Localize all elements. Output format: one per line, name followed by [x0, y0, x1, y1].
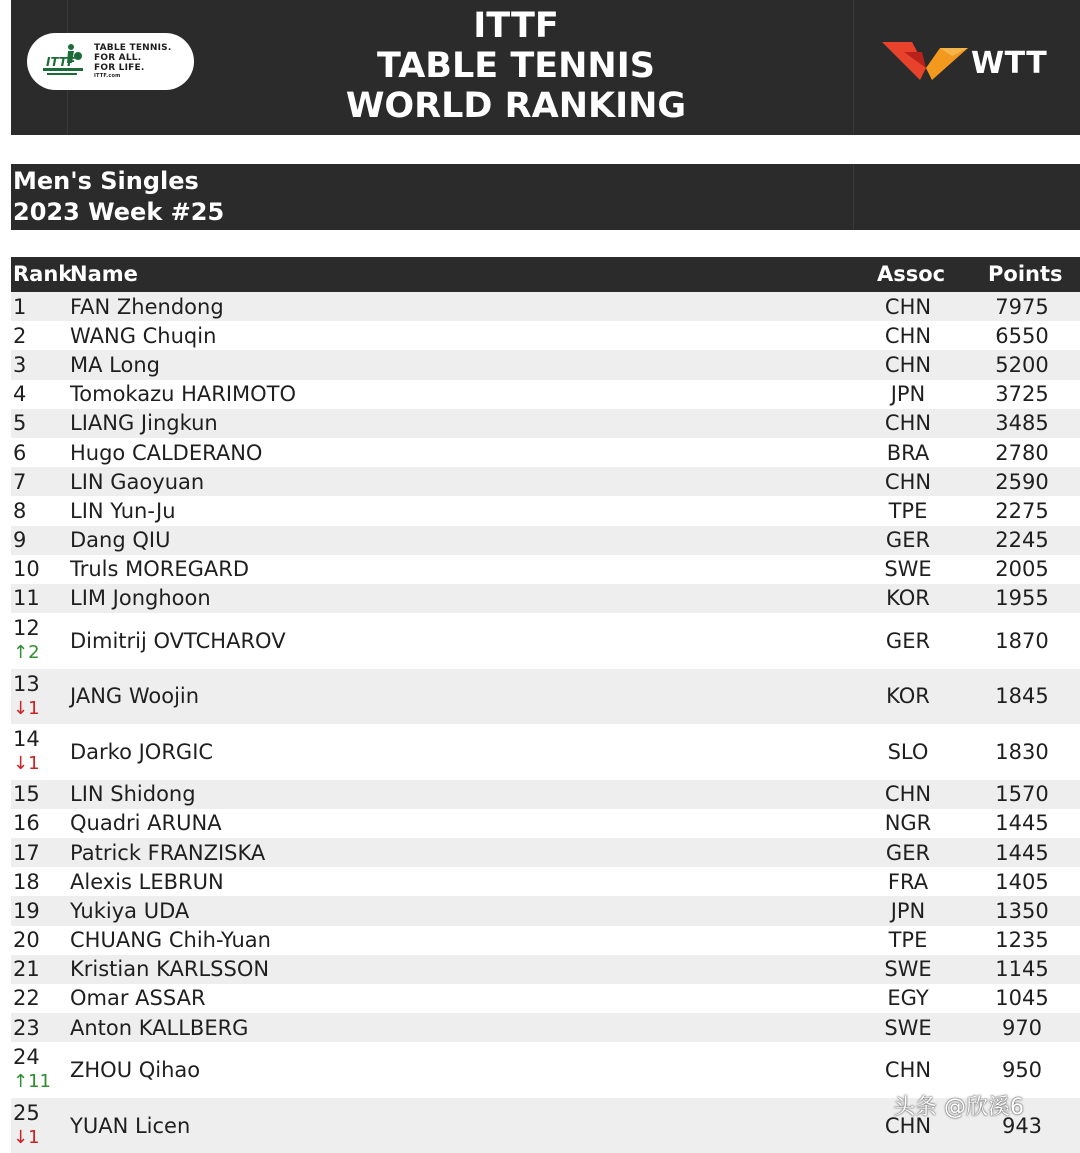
table-row — [11, 526, 1080, 555]
table-row — [11, 724, 1080, 780]
rank-cell: 9 — [13, 528, 27, 553]
assoc-cell: SWE — [884, 557, 932, 582]
rank-cell: 25 — [13, 1100, 40, 1125]
points-cell: 1445 — [995, 811, 1049, 836]
wtt-logo-icon — [882, 40, 968, 84]
name-cell: Dang QIU — [70, 528, 171, 553]
table-row — [11, 838, 1080, 867]
name-cell: Alexis LEBRUN — [70, 869, 224, 894]
assoc-cell: TPE — [888, 928, 928, 953]
ittf-slogan-line: FOR ALL. — [94, 53, 142, 63]
table-row — [11, 350, 1080, 379]
watermark: 头条 @欣溪6 — [893, 1095, 1024, 1120]
name-cell: Patrick FRANZISKA — [70, 840, 266, 865]
table-row — [11, 321, 1080, 350]
points-cell: 950 — [1001, 1058, 1043, 1082]
points-cell: 970 — [1001, 1015, 1043, 1040]
page-title — [300, 6, 732, 126]
rank-cell: 6 — [13, 440, 27, 465]
assoc-cell: CHN — [884, 323, 932, 348]
rank-cell: 4 — [13, 382, 27, 407]
title-line: TABLE TENNIS — [377, 46, 655, 86]
column-divider — [853, 0, 854, 135]
assoc-cell: CHN — [884, 1058, 932, 1082]
ittf-logo-icon — [41, 41, 89, 81]
name-cell: LIN Shidong — [70, 782, 196, 807]
assoc-cell: SWE — [884, 1015, 932, 1040]
table-row — [11, 292, 1080, 321]
rank-cell: 20 — [13, 928, 40, 953]
rank-up-indicator: ↑11 — [13, 1071, 51, 1093]
points-cell: 2245 — [995, 528, 1049, 553]
rank-down-indicator: ↓1 — [13, 753, 40, 775]
assoc-cell: EGY — [887, 986, 929, 1011]
assoc-cell: KOR — [886, 586, 930, 611]
rank-cell: 11 — [13, 586, 40, 611]
rank-cell: 24 — [13, 1045, 40, 1070]
points-cell: 1830 — [995, 739, 1049, 764]
table-row — [11, 613, 1080, 669]
points-cell: 2005 — [995, 557, 1049, 582]
table-row — [11, 467, 1080, 496]
ittf-slogan-line: TABLE TENNIS. — [94, 43, 172, 53]
points-cell: 1045 — [995, 986, 1049, 1011]
assoc-cell: GER — [885, 628, 931, 653]
rank-up-indicator: ↑2 — [13, 642, 40, 664]
points-cell: 943 — [1001, 1113, 1043, 1138]
rank-cell: 22 — [13, 986, 40, 1011]
points-cell: 7975 — [995, 294, 1049, 319]
name-cell: FAN Zhendong — [70, 294, 224, 319]
points-cell: 2590 — [995, 469, 1049, 494]
logo-mark-text: ITTF — [46, 55, 76, 69]
points-cell: 1350 — [995, 898, 1049, 923]
assoc-cell: CHN — [884, 1113, 932, 1138]
ittf-slogan — [94, 43, 171, 80]
rank-cell: 8 — [13, 498, 27, 523]
name-cell: ZHOU Qihao — [70, 1058, 201, 1082]
assoc-cell: CHN — [884, 469, 932, 494]
points-cell: 1870 — [995, 628, 1049, 653]
rank-cell: 3 — [13, 352, 27, 377]
rank-down-indicator: ↓1 — [13, 697, 40, 719]
rank-cell: 10 — [13, 557, 40, 582]
rank-cell: 23 — [13, 1015, 40, 1040]
ranking-subtitle — [13, 166, 224, 228]
column-header-rank: Rank — [13, 262, 73, 286]
name-cell: LIN Yun-Ju — [70, 498, 176, 523]
rank-cell: 21 — [13, 957, 40, 982]
assoc-cell: JPN — [890, 382, 926, 407]
name-cell: LIN Gaoyuan — [70, 469, 205, 494]
assoc-cell: BRA — [886, 440, 930, 465]
assoc-cell: TPE — [888, 498, 928, 523]
assoc-cell: GER — [885, 840, 931, 865]
name-cell: YUAN Licen — [70, 1113, 191, 1138]
column-header-assoc: Assoc — [877, 262, 946, 286]
name-cell: LIM Jonghoon — [70, 586, 211, 611]
rank-cell: 12 — [13, 616, 40, 641]
rank-cell: 18 — [13, 869, 40, 894]
rank-cell: 14 — [13, 727, 40, 752]
table-row — [11, 955, 1080, 984]
table-row — [11, 896, 1080, 925]
table-row — [11, 496, 1080, 525]
name-cell: Tomokazu HARIMOTO — [70, 382, 297, 407]
assoc-cell: SWE — [884, 957, 932, 982]
table-row — [11, 984, 1080, 1013]
table-row — [11, 669, 1080, 725]
wtt-label: WTT — [971, 46, 1048, 81]
points-cell: 3725 — [995, 382, 1049, 407]
rank-cell: 2 — [13, 323, 27, 348]
points-cell: 1145 — [995, 957, 1049, 982]
ittf-url: ITTF.com — [94, 73, 121, 79]
points-cell: 1405 — [995, 869, 1049, 894]
name-cell: Dimitrij OVTCHAROV — [70, 628, 286, 653]
points-cell: 1570 — [995, 782, 1049, 807]
name-cell: Omar ASSAR — [70, 986, 206, 1011]
rank-cell: 17 — [13, 840, 40, 865]
points-cell: 1955 — [995, 586, 1049, 611]
name-cell: Quadri ARUNA — [70, 811, 222, 836]
table-row — [11, 409, 1080, 438]
name-cell: Kristian KARLSSON — [70, 957, 270, 982]
assoc-cell: KOR — [886, 684, 930, 709]
rank-cell: 16 — [13, 811, 40, 836]
assoc-cell: SLO — [887, 739, 929, 764]
points-cell: 1845 — [995, 684, 1049, 709]
title-line: ITTF — [473, 6, 559, 46]
event-name: Men's Singles — [13, 167, 199, 195]
rank-down-indicator: ↓1 — [13, 1126, 40, 1148]
ittf-slogan-line: FOR LIFE. — [94, 63, 145, 73]
rank-cell: 7 — [13, 469, 27, 494]
points-cell: 1445 — [995, 840, 1049, 865]
table-row — [11, 809, 1080, 838]
rank-cell: 15 — [13, 782, 40, 807]
ranking-table — [11, 292, 1080, 1153]
assoc-cell: FRA — [887, 869, 929, 894]
rank-cell: 19 — [13, 898, 40, 923]
points-cell: 1235 — [995, 928, 1049, 953]
table-header — [11, 257, 1080, 292]
rank-cell: 5 — [13, 411, 27, 436]
name-cell: Anton KALLBERG — [70, 1015, 249, 1040]
table-row — [11, 1013, 1080, 1042]
column-header-name: Name — [70, 262, 138, 286]
points-cell: 3485 — [995, 411, 1049, 436]
name-cell: Yukiya UDA — [70, 898, 190, 923]
table-row — [11, 380, 1080, 409]
table-row — [11, 584, 1080, 613]
assoc-cell: GER — [885, 528, 931, 553]
name-cell: LIANG Jingkun — [70, 411, 218, 436]
title-line: WORLD RANKING — [345, 86, 687, 126]
assoc-cell: CHN — [884, 411, 932, 436]
rank-cell: 1 — [13, 294, 27, 319]
name-cell: JANG Woojin — [70, 684, 200, 709]
points-cell: 5200 — [995, 352, 1049, 377]
table-row — [11, 780, 1080, 809]
ittf-logo — [27, 33, 194, 90]
name-cell: CHUANG Chih-Yuan — [70, 928, 271, 953]
name-cell: Truls MOREGARD — [70, 557, 250, 582]
assoc-cell: JPN — [890, 898, 926, 923]
name-cell: Darko JORGIC — [70, 739, 214, 764]
rank-cell: 13 — [13, 671, 40, 696]
points-cell: 2275 — [995, 498, 1049, 523]
points-cell: 2780 — [995, 440, 1049, 465]
name-cell: WANG Chuqin — [70, 323, 217, 348]
assoc-cell: NGR — [884, 811, 932, 836]
table-row — [11, 438, 1080, 467]
column-divider — [853, 164, 854, 230]
assoc-cell: CHN — [884, 352, 932, 377]
table-row — [11, 555, 1080, 584]
assoc-cell: CHN — [884, 294, 932, 319]
name-cell: MA Long — [70, 352, 160, 377]
column-header-points: Points — [988, 262, 1063, 286]
name-cell: Hugo CALDERANO — [70, 440, 263, 465]
assoc-cell: CHN — [884, 782, 932, 807]
table-row — [11, 926, 1080, 955]
ranking-week: 2023 Week #25 — [13, 198, 225, 226]
table-row — [11, 867, 1080, 896]
points-cell: 6550 — [995, 323, 1049, 348]
